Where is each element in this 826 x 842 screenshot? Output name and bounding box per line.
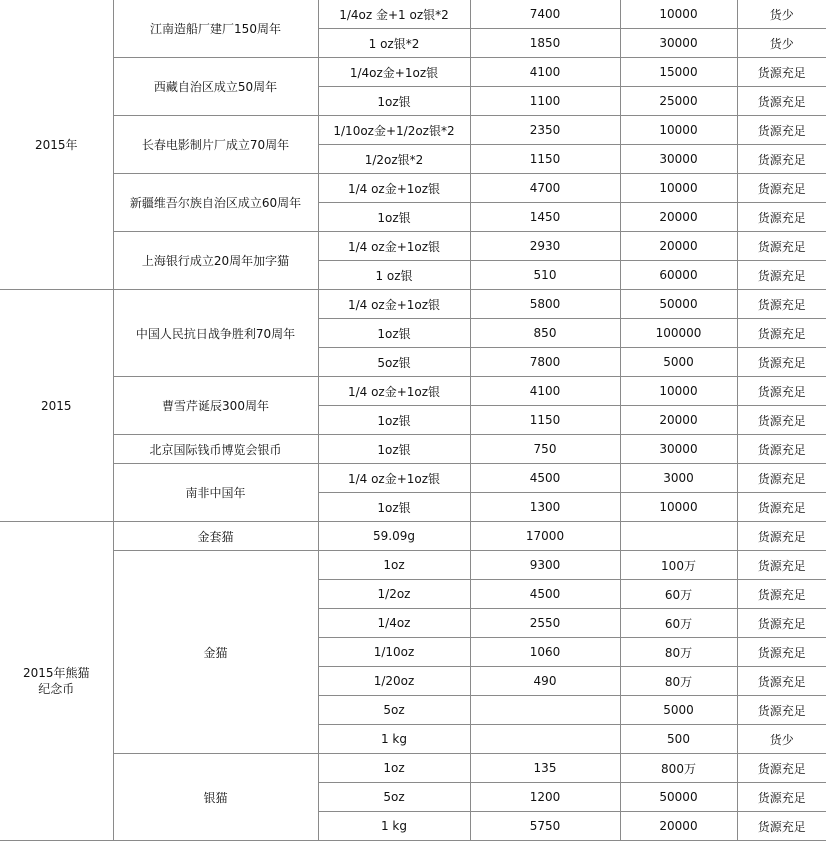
status-cell: 货源充足	[737, 174, 826, 203]
price-cell	[470, 696, 620, 725]
status-cell: 货源充足	[737, 609, 826, 638]
table-row	[0, 58, 826, 87]
table-row	[0, 232, 826, 261]
price-cell: 2930	[470, 232, 620, 261]
mintage-cell: 10000	[620, 174, 737, 203]
year-label: 2015	[40, 398, 72, 413]
table-row	[0, 551, 826, 580]
spec-cell: 59.09g	[318, 522, 470, 551]
mintage-cell: 3000	[620, 464, 737, 493]
project-name-cell: 北京国际钱币博览会银币	[113, 435, 318, 464]
spec-cell: 1 kg	[318, 725, 470, 754]
spec-cell: 1oz银	[318, 435, 470, 464]
spec-cell: 1/4oz 金+1 oz银*2	[318, 0, 470, 29]
mintage-cell: 10000	[620, 377, 737, 406]
mintage-cell: 30000	[620, 435, 737, 464]
price-cell: 7400	[470, 0, 620, 29]
status-cell: 货源充足	[737, 87, 826, 116]
spec-cell: 1oz银	[318, 406, 470, 435]
year-cell	[0, 0, 113, 290]
spec-cell: 1/10oz金+1/2oz银*2	[318, 116, 470, 145]
table-row	[0, 754, 826, 783]
spec-cell: 1oz银	[318, 493, 470, 522]
table-row	[0, 435, 826, 464]
price-cell: 1060	[470, 638, 620, 667]
status-cell: 货源充足	[737, 203, 826, 232]
mintage-cell: 10000	[620, 0, 737, 29]
price-cell: 1100	[470, 87, 620, 116]
mintage-cell: 60万	[620, 580, 737, 609]
price-cell: 5800	[470, 290, 620, 319]
table-row	[0, 522, 826, 551]
mintage-cell: 800万	[620, 754, 737, 783]
spec-cell: 1/20oz	[318, 667, 470, 696]
status-cell: 货源充足	[737, 551, 826, 580]
mintage-cell: 80万	[620, 667, 737, 696]
mintage-cell: 5000	[620, 696, 737, 725]
mintage-cell: 60万	[620, 609, 737, 638]
price-cell: 1300	[470, 493, 620, 522]
price-cell: 4500	[470, 580, 620, 609]
mintage-cell: 100万	[620, 551, 737, 580]
price-cell: 2550	[470, 609, 620, 638]
status-cell: 货源充足	[737, 812, 826, 841]
spec-cell: 1 oz银*2	[318, 29, 470, 58]
mintage-cell	[620, 522, 737, 551]
status-cell: 货源充足	[737, 232, 826, 261]
spec-cell: 5oz	[318, 696, 470, 725]
spec-cell: 1oz银	[318, 87, 470, 116]
price-cell: 1200	[470, 783, 620, 812]
status-cell: 货源充足	[737, 754, 826, 783]
year-cell	[0, 290, 113, 522]
mintage-cell: 500	[620, 725, 737, 754]
price-cell: 750	[470, 435, 620, 464]
project-name-cell: 金套猫	[113, 522, 318, 551]
price-cell	[470, 725, 620, 754]
price-cell: 1850	[470, 29, 620, 58]
price-cell: 1450	[470, 203, 620, 232]
price-cell: 5750	[470, 812, 620, 841]
table-row	[0, 290, 826, 319]
spec-cell: 1/4 oz金+1oz银	[318, 290, 470, 319]
spec-cell: 1/4oz金+1oz银	[318, 58, 470, 87]
status-cell: 货少	[737, 29, 826, 58]
spec-cell: 1/4 oz金+1oz银	[318, 377, 470, 406]
spec-cell: 1/2oz	[318, 580, 470, 609]
status-cell: 货源充足	[737, 493, 826, 522]
spec-cell: 1/4 oz金+1oz银	[318, 232, 470, 261]
spec-cell: 1/4 oz金+1oz银	[318, 464, 470, 493]
status-cell: 货少	[737, 725, 826, 754]
price-cell: 135	[470, 754, 620, 783]
year-cell	[0, 522, 113, 841]
price-cell: 4700	[470, 174, 620, 203]
mintage-cell: 50000	[620, 783, 737, 812]
project-name-cell: 江南造船厂建厂150周年	[113, 0, 318, 58]
mintage-cell: 5000	[620, 348, 737, 377]
spec-cell: 1 kg	[318, 812, 470, 841]
status-cell: 货源充足	[737, 406, 826, 435]
mintage-cell: 10000	[620, 116, 737, 145]
status-cell: 货源充足	[737, 522, 826, 551]
price-cell: 490	[470, 667, 620, 696]
status-cell: 货源充足	[737, 348, 826, 377]
spec-cell: 1oz银	[318, 319, 470, 348]
status-cell: 货源充足	[737, 696, 826, 725]
project-name-cell: 上海银行成立20周年加字猫	[113, 232, 318, 290]
price-cell: 4100	[470, 58, 620, 87]
price-cell: 1150	[470, 145, 620, 174]
project-name-cell: 西藏自治区成立50周年	[113, 58, 318, 116]
mintage-cell: 80万	[620, 638, 737, 667]
status-cell: 货少	[737, 0, 826, 29]
status-cell: 货源充足	[737, 638, 826, 667]
year-label: 2015年熊猫 纪念币	[22, 666, 90, 696]
mintage-cell: 50000	[620, 290, 737, 319]
table-row	[0, 0, 826, 29]
mintage-cell: 60000	[620, 261, 737, 290]
mintage-cell: 20000	[620, 203, 737, 232]
price-cell: 4500	[470, 464, 620, 493]
project-name-cell: 长春电影制片厂成立70周年	[113, 116, 318, 174]
status-cell: 货源充足	[737, 145, 826, 174]
project-name-cell: 南非中国年	[113, 464, 318, 522]
mintage-cell: 30000	[620, 29, 737, 58]
mintage-cell: 20000	[620, 232, 737, 261]
project-name-cell: 金猫	[113, 551, 318, 754]
status-cell: 货源充足	[737, 667, 826, 696]
price-cell: 850	[470, 319, 620, 348]
spec-cell: 1/10oz	[318, 638, 470, 667]
status-cell: 货源充足	[737, 58, 826, 87]
spec-cell: 1oz银	[318, 203, 470, 232]
mintage-cell: 15000	[620, 58, 737, 87]
price-cell: 7800	[470, 348, 620, 377]
spec-cell: 1/2oz银*2	[318, 145, 470, 174]
status-cell: 货源充足	[737, 319, 826, 348]
spec-cell: 5oz银	[318, 348, 470, 377]
project-name-cell: 曹雪芹诞辰300周年	[113, 377, 318, 435]
project-name-cell: 新疆维吾尔族自治区成立60周年	[113, 174, 318, 232]
project-name-cell: 中国人民抗日战争胜利70周年	[113, 290, 318, 377]
year-label: 2015年	[34, 137, 78, 152]
spec-cell: 5oz	[318, 783, 470, 812]
mintage-cell: 10000	[620, 493, 737, 522]
spec-cell: 1oz	[318, 754, 470, 783]
mintage-cell: 20000	[620, 406, 737, 435]
price-cell: 510	[470, 261, 620, 290]
mintage-cell: 20000	[620, 812, 737, 841]
status-cell: 货源充足	[737, 580, 826, 609]
status-cell: 货源充足	[737, 377, 826, 406]
price-cell: 17000	[470, 522, 620, 551]
status-cell: 货源充足	[737, 435, 826, 464]
status-cell: 货源充足	[737, 464, 826, 493]
price-cell: 1150	[470, 406, 620, 435]
spec-cell: 1 oz银	[318, 261, 470, 290]
price-cell: 4100	[470, 377, 620, 406]
status-cell: 货源充足	[737, 261, 826, 290]
status-cell: 货源充足	[737, 116, 826, 145]
spec-cell: 1oz	[318, 551, 470, 580]
spec-cell: 1/4oz	[318, 609, 470, 638]
mintage-cell: 100000	[620, 319, 737, 348]
status-cell: 货源充足	[737, 290, 826, 319]
mintage-cell: 25000	[620, 87, 737, 116]
price-cell: 9300	[470, 551, 620, 580]
spec-cell: 1/4 oz金+1oz银	[318, 174, 470, 203]
mintage-cell: 30000	[620, 145, 737, 174]
price-cell: 2350	[470, 116, 620, 145]
status-cell: 货源充足	[737, 783, 826, 812]
project-name-cell: 银猫	[113, 754, 318, 841]
table-row	[0, 174, 826, 203]
table-row	[0, 464, 826, 493]
table-row	[0, 116, 826, 145]
table-row	[0, 377, 826, 406]
